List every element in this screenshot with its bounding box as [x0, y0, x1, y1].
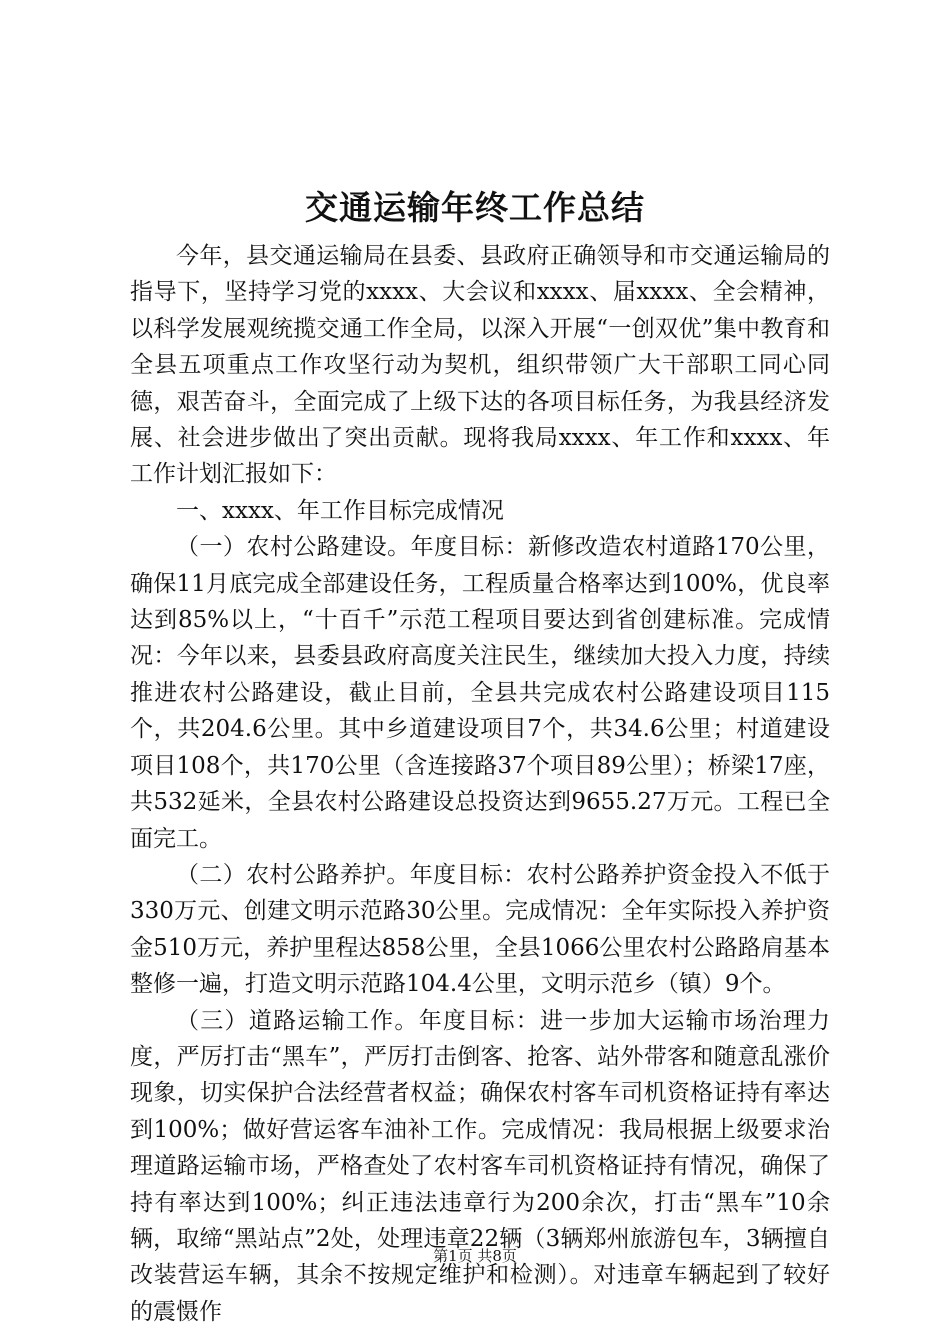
- road-transport-paragraph: （三）道路运输工作。年度目标：进一步加大运输市场治理力度，严厉打击“黑车”，严厉打击倒客、抢客、站外带客和随意乱涨价现象，切实保护合法经营者权益；确保农村客车司机资格证持有率达到100%；做好营运客车油补工作。完成情况：我局根据上级要求治理道路运输市场，严格查处了农村客车司机资格证持有情况，确保了持有率达到100%；纠正违法违章行为200余次，打击“黑车”10余辆，取缔“黑站点”2处，处理违章22辆（3辆郑州旅游包车，3辆擅自改装营运车辆，其余不按规定维护和检测）。对违章车辆起到了较好的震慑作: [130, 1007, 830, 1325]
- document-body: [130, 238, 830, 1330]
- intro-paragraph: 今年，县交通运输局在县委、县政府正确领导和市交通运输局的指导下，坚持学习党的xxxx、大会议和xxxx、届xxxx、全会精神，以科学发展观统揽交通工作全局，以深入开展“一创双优”集中教育和全县五项重点工作攻坚行动为契机，组织带领广大干部职工同心同德，艰苦奋斗，全面完成了上级下达的各项目标任务，为我县经济发展、社会进步做出了突出贡献。现将我局xxxx、年工作和xxxx、年工作计划汇报如下：: [130, 243, 830, 488]
- page-footer: 第1页 共8页: [433, 1247, 517, 1265]
- rural-road-maintenance-paragraph: （二）农村公路养护。年度目标：农村公路养护资金投入不低于330万元、创建文明示范路30公里。完成情况：全年实际投入养护资金510万元，养护里程达858公里，全县1066公里农村公路路肩基本整修一遍，打造文明示范路104.4公里，文明示范乡（镇）9个。: [130, 861, 830, 998]
- section-heading: 一、xxxx、年工作目标完成情况: [176, 497, 504, 524]
- rural-road-construction-paragraph: （一）农村公路建设。年度目标：新修改造农村道路170公里，确保11月底完成全部建设任务，工程质量合格率达到100%，优良率达到85%以上，“十百千”示范工程项目要达到省创建标准。完成情况：今年以来，县委县政府高度关注民生，继续加大投入力度，持续推进农村公路建设，截止目前，全县共完成农村公路建设项目115个，共204.6公里。其中乡道建设项目7个，共34.6公里；村道建设项目108个，共170公里（含连接路37个项目89公里）；桥梁17座，共532延米，全县农村公路建设总投资达到9655.27万元。工程已全面完工。: [130, 534, 830, 852]
- document-title: 交通运输年终工作总结: [305, 188, 645, 227]
